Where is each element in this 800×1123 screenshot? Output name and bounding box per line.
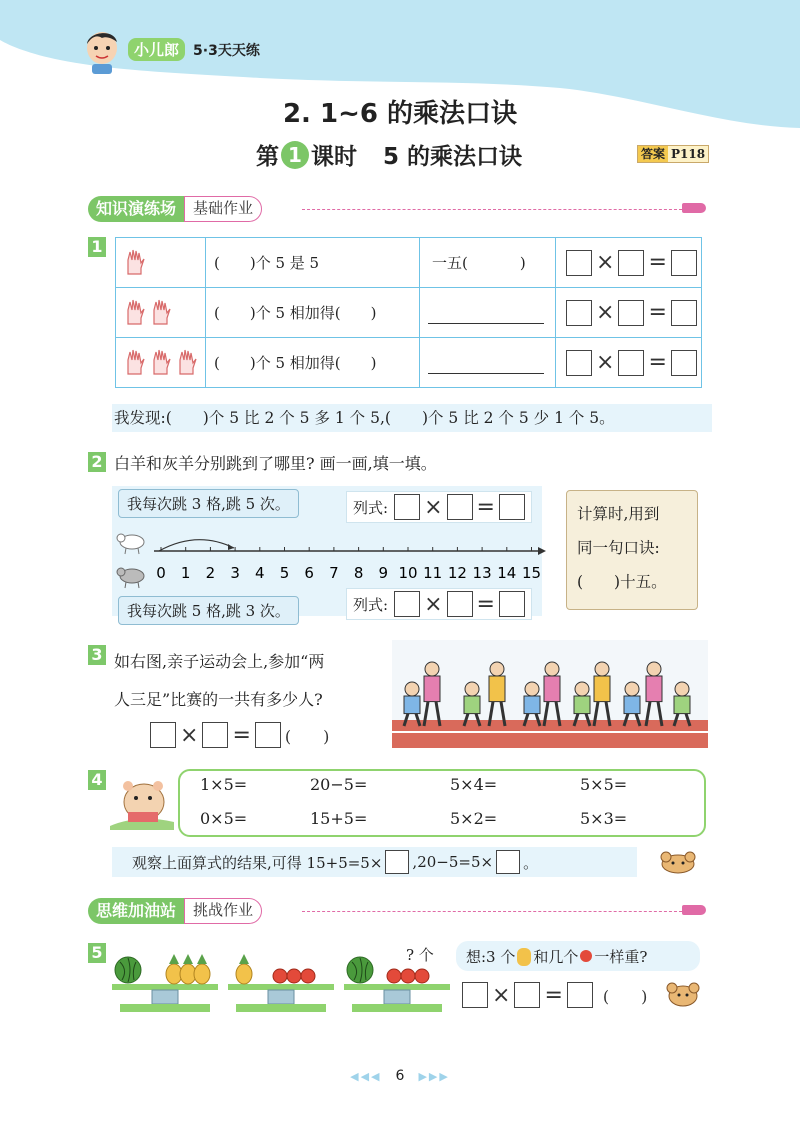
answer-box[interactable] — [447, 591, 473, 617]
answer-box[interactable] — [567, 982, 593, 1008]
mascot-avatar — [82, 28, 122, 74]
runner-head — [490, 662, 504, 676]
question-5-equation: × = ( ) — [462, 982, 647, 1008]
runner-head — [625, 682, 639, 696]
hands-cell — [116, 338, 206, 388]
tick-label: 10 — [398, 564, 418, 582]
calc-item[interactable]: 15+5= — [310, 809, 368, 828]
rhyme-cell[interactable] — [420, 338, 556, 388]
hand-icon — [124, 296, 204, 326]
tick-label: 12 — [447, 564, 467, 582]
section-basic-title: 知识演练场 — [88, 196, 184, 222]
section-basic — [88, 196, 262, 222]
table-row — [116, 338, 702, 388]
question-4-number: 4 — [88, 770, 106, 790]
answer-box[interactable] — [385, 850, 409, 874]
question-mark-label: ? 个 — [406, 946, 434, 964]
header-brand — [128, 38, 260, 61]
scroll-line-3[interactable]: ( )十五。 — [577, 573, 667, 591]
tick-label: 6 — [304, 564, 314, 582]
number-line — [112, 520, 552, 590]
tick-label: 4 — [255, 564, 265, 582]
formula-label: 列式: — [353, 595, 389, 614]
hands-cell — [116, 238, 206, 288]
calc-item[interactable]: 5×3= — [580, 809, 628, 828]
hint-scroll — [566, 490, 698, 610]
pencil-icon — [682, 905, 706, 915]
runner-head — [425, 662, 439, 676]
runner-body — [594, 676, 610, 702]
tick-label: 9 — [378, 564, 389, 582]
calc-item[interactable]: 5×4= — [450, 775, 498, 794]
runner-head — [647, 662, 661, 676]
rhyme-cell[interactable] — [420, 288, 556, 338]
tick-label: 11 — [423, 564, 443, 582]
answer-box[interactable] — [514, 982, 540, 1008]
hamster-icon — [108, 770, 178, 832]
section-challenge — [88, 898, 262, 924]
calc-item[interactable]: 5×5= — [580, 775, 628, 794]
rhyme-prefix: 一五( — [432, 254, 468, 272]
runner-body — [646, 676, 662, 702]
answer-box[interactable] — [618, 300, 644, 326]
answer-box[interactable] — [566, 350, 592, 376]
formula-bottom: 列式: × = — [346, 588, 532, 620]
question-1-table — [115, 237, 702, 388]
brand-name: 小儿郎 — [128, 38, 185, 61]
scale-icon — [112, 954, 218, 1012]
answer-paren[interactable]: ( ) — [284, 726, 330, 746]
desc-cell[interactable]: ( )个 5 相加得( ) — [206, 288, 420, 338]
hand-icon — [124, 346, 204, 376]
question-3-number: 3 — [88, 645, 106, 665]
question-5-number: 5 — [88, 943, 106, 963]
section-divider — [302, 209, 682, 210]
answer-box[interactable] — [394, 591, 420, 617]
answer-box[interactable] — [618, 350, 644, 376]
equation-cell: × = — [556, 288, 702, 338]
prev-arrows-icon: ◀◀◀ — [350, 1069, 382, 1083]
calc-item[interactable]: 5×2= — [450, 809, 498, 828]
runner-body — [464, 696, 480, 714]
hands-cell — [116, 288, 206, 338]
scale-icon — [228, 954, 334, 1012]
tick-label: 7 — [329, 564, 339, 582]
hand-icon — [124, 246, 204, 276]
answer-page: P118 — [668, 146, 708, 162]
runner-body — [544, 676, 560, 702]
tick-label: 13 — [472, 564, 492, 582]
question-3-equation: × = ( ) — [150, 722, 329, 748]
tick-label: 5 — [279, 564, 290, 582]
calc-item[interactable]: 0×5= — [200, 809, 248, 828]
think-bubble — [456, 941, 700, 971]
calc-item[interactable]: 1×5= — [200, 775, 248, 794]
runner-body — [674, 696, 690, 714]
question-1-number: 1 — [88, 237, 106, 257]
question-3-line-1: 如右图,亲子运动会上,参加“两 — [114, 652, 325, 671]
formula-label: 列式: — [353, 498, 389, 517]
tick-label: 3 — [230, 564, 240, 582]
observe-part-a: 观察上面算式的结果,可得 15+5=5× — [132, 853, 383, 872]
tick-label: 2 — [205, 564, 216, 582]
section-challenge-sub: 挑战作业 — [184, 898, 262, 924]
bubble-gray-sheep: 我每次跳 5 格,跳 3 次。 — [118, 596, 299, 625]
scroll-line-1: 计算时,用到 — [577, 505, 660, 523]
bubble-white-sheep: 我每次跳 3 格,跳 5 次。 — [118, 489, 299, 518]
equation-cell: × = — [556, 238, 702, 288]
question-1-discovery[interactable]: 我发现:( )个 5 比 2 个 5 多 1 个 5,( )个 5 比 2 个 5 少 1 个 5。 — [112, 404, 712, 432]
answer-box[interactable] — [447, 494, 473, 520]
rhyme-cell[interactable] — [420, 238, 556, 288]
tick-label: 0 — [156, 564, 166, 582]
apple-icon — [580, 950, 592, 962]
desc-cell[interactable]: ( )个 5 相加得( ) — [206, 338, 420, 388]
answer-box[interactable] — [499, 494, 525, 520]
answer-box[interactable] — [671, 250, 697, 276]
section-divider — [302, 911, 682, 912]
think-part-c: 一样重? — [594, 947, 648, 966]
desc-cell[interactable]: ( )个 5 是 5 — [206, 238, 420, 288]
runner-head — [575, 682, 589, 696]
tick-label: 15 — [521, 564, 542, 582]
series-name: 5·3天天练 — [193, 42, 260, 59]
tick-label: 1 — [180, 564, 191, 582]
answer-box[interactable] — [566, 300, 592, 326]
mouse-icon — [664, 980, 702, 1008]
runner-head — [465, 682, 479, 696]
runner-head — [525, 682, 539, 696]
runner-head — [545, 662, 559, 676]
footer — [0, 1068, 800, 1084]
answer-box[interactable] — [255, 722, 281, 748]
question-2-number: 2 — [88, 452, 106, 472]
think-part-a: 想:3 个 — [466, 947, 516, 966]
section-basic-sub: 基础作业 — [184, 196, 262, 222]
formula-top: 列式: × = — [346, 491, 532, 523]
runner-body — [574, 696, 590, 714]
answer-box[interactable] — [499, 591, 525, 617]
answer-box[interactable] — [671, 350, 697, 376]
runner-body — [489, 676, 505, 702]
runner-head — [595, 662, 609, 676]
equation-cell: × = — [556, 338, 702, 388]
question-3-line-2: 人三足”比赛的一共有多少人? — [114, 690, 323, 709]
answer-paren[interactable]: ( ) — [602, 986, 648, 1006]
next-arrows-icon: ▶▶▶ — [418, 1069, 450, 1083]
answer-box[interactable] — [202, 722, 228, 748]
answer-box[interactable] — [150, 722, 176, 748]
rhyme-suffix: ) — [519, 254, 526, 272]
lesson-suffix: 课时 — [311, 144, 357, 170]
answer-label: 答案 — [638, 146, 668, 162]
race-illustration — [392, 640, 708, 748]
scale-icon — [344, 957, 450, 1012]
tick-label: 8 — [353, 564, 364, 582]
page-number: 6 — [395, 1068, 405, 1084]
calc-item[interactable]: 20−5= — [310, 775, 368, 794]
lesson-title — [256, 138, 522, 171]
answer-box[interactable] — [496, 850, 520, 874]
white-sheep-icon — [117, 534, 144, 554]
question-3-text — [114, 643, 324, 719]
answer-box[interactable] — [394, 494, 420, 520]
answer-box[interactable] — [618, 250, 644, 276]
runner-head — [405, 682, 419, 696]
answer-box[interactable] — [462, 982, 488, 1008]
mouse-icon — [656, 850, 700, 874]
runner-body — [404, 696, 420, 714]
question-4-observe — [112, 847, 637, 877]
lesson-number: 1 — [281, 141, 309, 169]
runner-head — [675, 682, 689, 696]
observe-end: 。 — [523, 853, 539, 872]
gray-sheep-icon — [117, 568, 144, 588]
think-part-b: 和几个 — [533, 947, 579, 966]
answer-box[interactable] — [566, 250, 592, 276]
question-2-text: 白羊和灰羊分别跳到了哪里? 画一画,填一填。 — [114, 454, 437, 473]
section-challenge-title: 思维加油站 — [88, 898, 184, 924]
tick-label: 14 — [497, 564, 517, 582]
lesson-topic: 5 的乘法口诀 — [383, 144, 523, 170]
lesson-prefix: 第 — [256, 144, 279, 170]
runner-body — [524, 696, 540, 714]
observe-part-b: ,20−5=5× — [412, 853, 494, 871]
pineapple-icon — [517, 948, 531, 966]
scroll-line-2: 同一句口诀: — [577, 539, 660, 557]
table-row — [116, 238, 702, 288]
question-4-panel — [178, 769, 706, 837]
pencil-icon — [682, 203, 706, 213]
runner-body — [624, 696, 640, 714]
table-row — [116, 288, 702, 338]
answer-badge[interactable] — [637, 145, 709, 163]
runner-body — [424, 676, 440, 702]
page-title: 2. 1~6 的乘法口诀 — [282, 99, 518, 129]
answer-box[interactable] — [671, 300, 697, 326]
